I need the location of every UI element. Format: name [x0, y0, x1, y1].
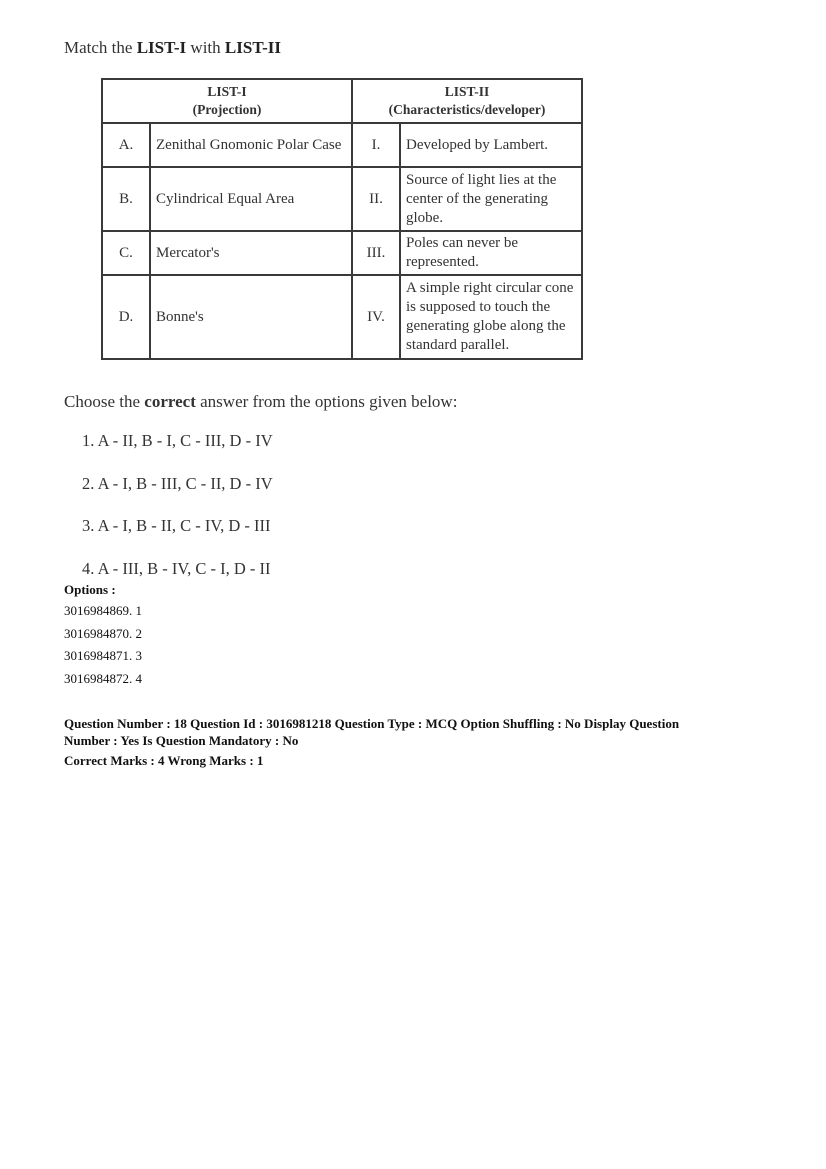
title-list2: LIST-II	[224, 38, 281, 57]
row-letter: A.	[102, 123, 150, 167]
option-line: 3016984871. 3	[64, 648, 142, 663]
choose-prefix: Choose the	[64, 392, 145, 411]
row-item: Mercator's	[150, 231, 352, 275]
header-list2-title: LIST-II	[444, 84, 490, 99]
row-letter: C.	[102, 231, 150, 275]
header-list1-title: LIST-I	[207, 84, 247, 99]
header-list2-subtitle: (Characteristics/developer)	[388, 102, 546, 117]
row-numeral: III.	[352, 231, 400, 275]
row-numeral: IV.	[352, 275, 400, 359]
choose-bold: correct	[144, 392, 196, 411]
options-label	[64, 582, 116, 598]
row-desc: Poles can never be represented.	[400, 231, 582, 275]
option-line: 3016984870. 2	[64, 626, 142, 641]
marks-info: Correct Marks : 4 Wrong Marks : 1	[64, 753, 264, 768]
table-row	[102, 275, 582, 359]
header-list2	[352, 79, 582, 123]
title-mid: with	[186, 38, 225, 57]
row-item: Bonne's	[150, 275, 352, 359]
table-row	[102, 231, 582, 275]
table-row	[102, 167, 582, 231]
row-item: Zenithal Gnomonic Polar Case	[150, 123, 352, 167]
row-letter: B.	[102, 167, 150, 231]
question-info	[64, 716, 784, 770]
option-line: 3016984869. 1	[64, 603, 142, 618]
table-row	[102, 123, 582, 167]
question-title	[64, 38, 281, 58]
answer-choice-4: 4. A - III, B - IV, C - I, D - II	[82, 559, 271, 578]
choose-suffix: answer from the options given below:	[195, 392, 458, 411]
header-list1-subtitle: (Projection)	[192, 102, 262, 117]
choose-instruction	[64, 392, 457, 412]
row-item: Cylindrical Equal Area	[150, 167, 352, 231]
row-desc: Developed by Lambert.	[400, 123, 582, 167]
header-list1	[102, 79, 352, 123]
row-letter: D.	[102, 275, 150, 359]
answer-choice-2: 2. A - I, B - III, C - II, D - IV	[82, 474, 273, 493]
matching-table	[101, 78, 583, 360]
title-list1: LIST-I	[136, 38, 187, 57]
row-numeral: II.	[352, 167, 400, 231]
question-info-line2: Number : Yes Is Question Mandatory : No	[64, 732, 299, 748]
title-prefix: Match the	[64, 38, 137, 57]
options-label-text: Options :	[64, 582, 116, 597]
answer-choice-1: 1. A - II, B - I, C - III, D - IV	[82, 431, 273, 450]
answer-choice-3: 3. A - I, B - II, C - IV, D - III	[82, 516, 271, 535]
question-info-line1: Question Number : 18 Question Id : 3016981218 Question Type : MCQ Option Shuffling : No Display Question	[64, 716, 680, 731]
row-desc: Source of light lies at the center of the generating globe.	[400, 167, 582, 231]
row-desc: A simple right circular cone is supposed to touch the generating globe along the standard parallel.	[400, 275, 582, 359]
row-numeral: I.	[352, 123, 400, 167]
option-line: 3016984872. 4	[64, 671, 142, 686]
table-header-row	[102, 79, 582, 123]
